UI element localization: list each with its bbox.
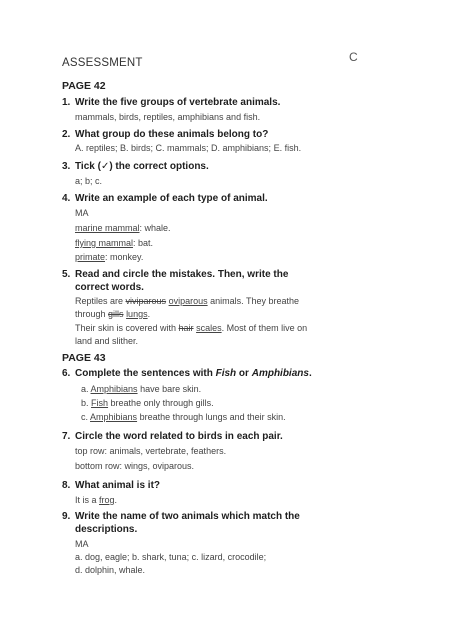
- answer-text: through: [75, 309, 109, 319]
- answer-6a: [81, 383, 201, 396]
- answer-4-ma: MA: [75, 208, 89, 218]
- answer-9-ma: MA: [75, 539, 89, 549]
- corrected-word: lungs: [126, 309, 148, 319]
- question-text: Write an example of each type of animal.: [75, 193, 268, 204]
- answer-5-line-1: [75, 295, 299, 308]
- question-7: [62, 430, 335, 443]
- question-text: [75, 367, 335, 380]
- question-text: Circle the word related to birds in each pair.: [75, 431, 283, 442]
- answer-6b: [81, 397, 214, 410]
- answer-5-line-2: [75, 308, 150, 321]
- answer-text: breathe only through gills.: [108, 398, 214, 408]
- page-42-heading: PAGE 42: [62, 80, 106, 92]
- answer-5-line-3: [75, 322, 307, 335]
- question-4: [62, 192, 305, 205]
- answer-4-line-1: [75, 222, 171, 235]
- answer-3: a; b; c.: [75, 176, 103, 186]
- answer-text: : whale.: [139, 223, 171, 233]
- answer-7-line-2: bottom row: wings, oviparous.: [75, 461, 195, 471]
- question-number: 3.: [62, 161, 71, 172]
- answer-text: It is a: [75, 495, 100, 505]
- question-number: 2.: [62, 129, 71, 140]
- question-9: [62, 510, 315, 536]
- crossed-word: gills: [108, 309, 124, 319]
- question-6: [62, 367, 335, 380]
- question-text: Write the five groups of vertebrate animals.: [75, 97, 281, 108]
- question-1: [62, 96, 305, 109]
- answer-text: : bat.: [133, 238, 154, 248]
- answer-label: b.: [81, 398, 89, 408]
- question-keyword: Amphibians: [251, 368, 309, 379]
- answer-text: .: [147, 309, 151, 319]
- answer-4-line-2: [75, 237, 153, 250]
- answer-term: frog: [99, 495, 115, 505]
- answer-text: . Most of them live on: [221, 323, 308, 333]
- corner-mark: C: [349, 50, 358, 64]
- answer-label: c.: [81, 412, 89, 422]
- answer-term: Fish: [91, 398, 109, 408]
- question-text-part: or: [236, 368, 252, 379]
- answer-text: breathe through lungs and their skin.: [137, 412, 286, 422]
- question-number: 7.: [62, 431, 71, 442]
- page-43-heading: PAGE 43: [62, 352, 106, 364]
- question-number: 8.: [62, 480, 71, 491]
- question-text: Write the name of two animals which match the descriptions.: [75, 511, 300, 535]
- question-3: [62, 160, 305, 173]
- answer-text: Their skin is covered with: [75, 323, 179, 333]
- answer-text: Reptiles are: [75, 296, 126, 306]
- question-text: Read and circle the mistakes. Then, write the correct words.: [75, 269, 289, 293]
- corrected-word: scales: [196, 323, 222, 333]
- answer-4-line-3: [75, 251, 143, 264]
- question-5: [62, 268, 305, 294]
- question-number: 4.: [62, 193, 71, 204]
- corrected-word: oviparous: [168, 296, 208, 306]
- answer-9-line-1: a. dog, eagle; b. shark, tuna; c. lizard, crocodile;: [75, 552, 267, 562]
- question-number: 5.: [62, 269, 71, 280]
- question-text: What group do these animals belong to?: [75, 129, 269, 140]
- question-text: Tick (✓) the correct options.: [75, 161, 209, 172]
- answer-text: : monkey.: [105, 252, 144, 262]
- answer-7-line-1: top row: animals, vertebrate, feathers.: [75, 446, 227, 456]
- answer-6c: [81, 411, 286, 424]
- question-number: 1.: [62, 97, 71, 108]
- answer-label: a.: [81, 384, 89, 394]
- answer-term: marine mammal: [75, 223, 140, 233]
- answer-term: Amphibians: [90, 412, 138, 422]
- question-text-part: Complete the sentences with: [75, 368, 216, 379]
- question-number: 9.: [62, 511, 71, 522]
- question-2: [62, 128, 305, 141]
- answer-text: .: [114, 495, 118, 505]
- question-text-part: .: [308, 368, 312, 379]
- answer-8: [75, 494, 117, 507]
- answer-9-line-2: d. dolphin, whale.: [75, 565, 146, 575]
- crossed-word: hair: [178, 323, 194, 333]
- answer-term: Amphibians: [90, 384, 138, 394]
- answer-text: animals. They breathe: [207, 296, 299, 306]
- question-keyword: Fish: [215, 368, 237, 379]
- page-title: ASSESSMENT: [62, 57, 143, 69]
- question-8: [62, 479, 305, 492]
- question-text: What animal is it?: [75, 480, 161, 491]
- answer-5-line-4: land and slither.: [75, 336, 139, 346]
- answer-text: have bare skin.: [137, 384, 202, 394]
- answer-1: mammals, birds, reptiles, amphibians and fish.: [75, 112, 261, 122]
- answer-term: primate: [75, 252, 106, 262]
- answer-term: flying mammal: [75, 238, 134, 248]
- answer-2: A. reptiles; B. birds; C. mammals; D. amphibians; E. fish.: [75, 143, 302, 153]
- crossed-word: viviparous: [125, 296, 167, 306]
- question-number: 6.: [62, 368, 71, 379]
